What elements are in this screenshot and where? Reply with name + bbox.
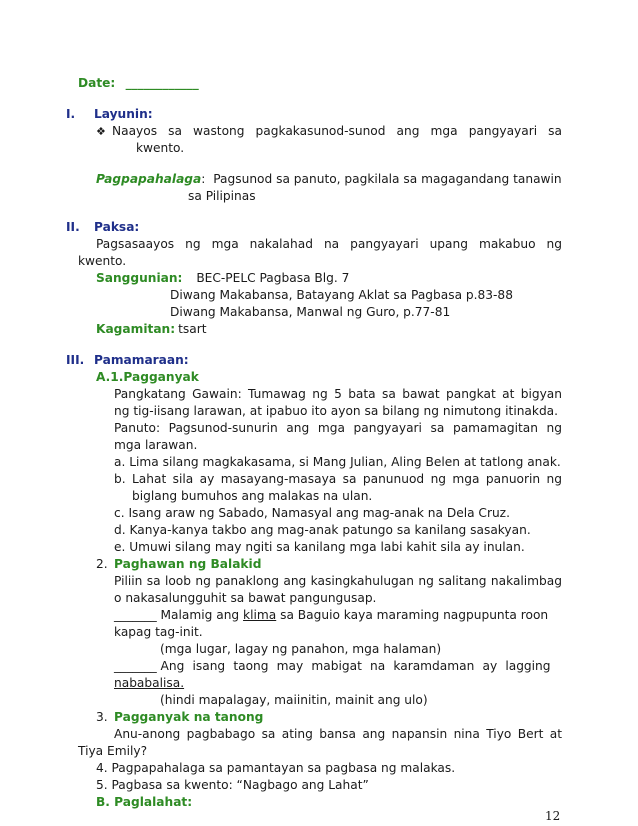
paghawan-heading [96, 557, 261, 572]
list-item-continuation: biglang bumuhos ang malakas na ulan. [132, 489, 373, 503]
date-blank: ____________ [125, 76, 199, 90]
section-title: Pamamaraan: [94, 353, 189, 367]
section-title: Layunin: [94, 107, 153, 121]
kagamitan-value: tsart [178, 322, 207, 336]
underlined-word: nababalisa. [114, 676, 185, 690]
date-line [78, 76, 199, 91]
answer-blank: _______ [114, 659, 157, 673]
pagganyak-text-line-1: Pangkatang Gawain: Tumawag ng 5 bata sa bawat pangkat at bigyan [114, 387, 562, 401]
step-title: Pagganyak na tanong [114, 710, 264, 724]
objective-line-2: kwento. [136, 141, 185, 155]
pagganyak-tanong-line-1: Anu-anong pagbabago sa ating bansa ang napansin nina Tiyo Bert at [114, 727, 562, 741]
paghawan-text-line-2: o nakasalungguhit sa bawat pangungusap. [114, 591, 377, 605]
list-item: e. Umuwi silang may ngiti sa kanilang mga labi kahit sila ay inulan. [114, 540, 525, 554]
step-4: 4. Pagpapahalaga sa pamantayan sa pagbasa ng malakas. [96, 761, 456, 775]
pagpapahalaga-line-2: sa Pilipinas [188, 189, 256, 203]
section-pamamaraan-heading [66, 353, 189, 368]
section-paksa-heading [66, 220, 139, 235]
question-2-choices: (hindi mapalagay, maiinitin, mainit ang ulo) [160, 693, 428, 707]
objective-line-1 [96, 124, 562, 139]
sanggunian-label: Sanggunian: [96, 271, 183, 285]
step-number: 3. [96, 710, 108, 724]
question-text: Ang isang taong may mabigat na karamdaman ay lagging [160, 659, 551, 673]
sanggunian-line [96, 271, 349, 286]
objective-text: Naayos sa wastong pagkakasunod-sunod ang mga pangyayari sa [112, 124, 562, 138]
section-number: I. [66, 107, 76, 121]
question-2-line-1 [114, 659, 562, 674]
page-number: 12 [545, 809, 561, 823]
section-layunin-heading [66, 107, 153, 122]
pagpapahalaga-label: Pagpapahalaga [96, 172, 202, 186]
kagamitan-label: Kagamitan: [96, 322, 176, 336]
paglalahat-heading: B. Paglalahat: [96, 795, 193, 809]
pagganyak-tanong-line-2: Tiya Emily? [78, 744, 148, 758]
step-number: 2. [96, 557, 108, 571]
sanggunian-ref-1: BEC-PELC Pagbasa Blg. 7 [196, 271, 350, 285]
pagganyak-heading: A.1.Pagganyak [96, 370, 199, 384]
list-item: d. Kanya-kanya takbo ang mag-anak patungo sa kanilang sasakyan. [114, 523, 531, 537]
pagpapahalaga-colon: : [201, 172, 206, 186]
question-text: sa Baguio kaya maraming nagpupunta roon [280, 608, 549, 622]
list-item: a. Lima silang magkakasama, si Mang Julian, Aling Belen at tatlong anak. [114, 455, 561, 469]
paghawan-text-line-1: Piliin sa loob ng panaklong ang kasingkahulugan ng salitang nakalimbag [114, 574, 562, 588]
section-title: Paksa: [94, 220, 140, 234]
question-1-choices: (mga lugar, lagay ng panahon, mga halaman) [160, 642, 442, 656]
paksa-text-line-2: kwento. [78, 254, 127, 268]
paksa-text-line-1: Pagsasaayos ng mga nakalahad na pangyayari upang makabuo ng [96, 237, 562, 251]
panuto-line-2: mga larawan. [114, 438, 198, 452]
kagamitan-line [96, 322, 207, 337]
pagganyak-tanong-heading [96, 710, 263, 725]
pagpapahalaga-text: Pagsunod sa panuto, pagkilala sa magagandang tanawin [213, 172, 562, 186]
question-1-line-2: kapag tag-init. [114, 625, 203, 639]
answer-blank: _______ [114, 608, 157, 622]
section-number: III. [66, 353, 85, 367]
date-label: Date: [78, 76, 116, 90]
pagganyak-text-line-2: ng tig-iisang larawan, at ipabuo ito ayon sa bilang ng nimutong itinakda. [114, 404, 559, 418]
diamond-bullet-icon: ❖ [96, 125, 106, 138]
pagpapahalaga-line [96, 172, 562, 187]
underlined-word: klima [243, 608, 277, 622]
sanggunian-ref-2: Diwang Makabansa, Batayang Aklat sa Pagbasa p.83-88 [170, 288, 513, 302]
panuto-line-1: Panuto: Pagsunod-sunurin ang mga pangyayari sa pamamagitan ng [114, 421, 562, 435]
list-item: b. Lahat sila ay masayang-masaya sa panunuod ng mga panuorin ng [114, 472, 562, 486]
step-title: Paghawan ng Balakid [114, 557, 262, 571]
question-text: Malamig ang [160, 608, 240, 622]
question-1-line-1 [114, 608, 562, 623]
section-number: II. [66, 220, 80, 234]
sanggunian-ref-3: Diwang Makabansa, Manwal ng Guro, p.77-81 [170, 305, 451, 319]
list-item: c. Isang araw ng Sabado, Namasyal ang mag-anak na Dela Cruz. [114, 506, 510, 520]
step-5: 5. Pagbasa sa kwento: “Nagbago ang Lahat” [96, 778, 369, 792]
